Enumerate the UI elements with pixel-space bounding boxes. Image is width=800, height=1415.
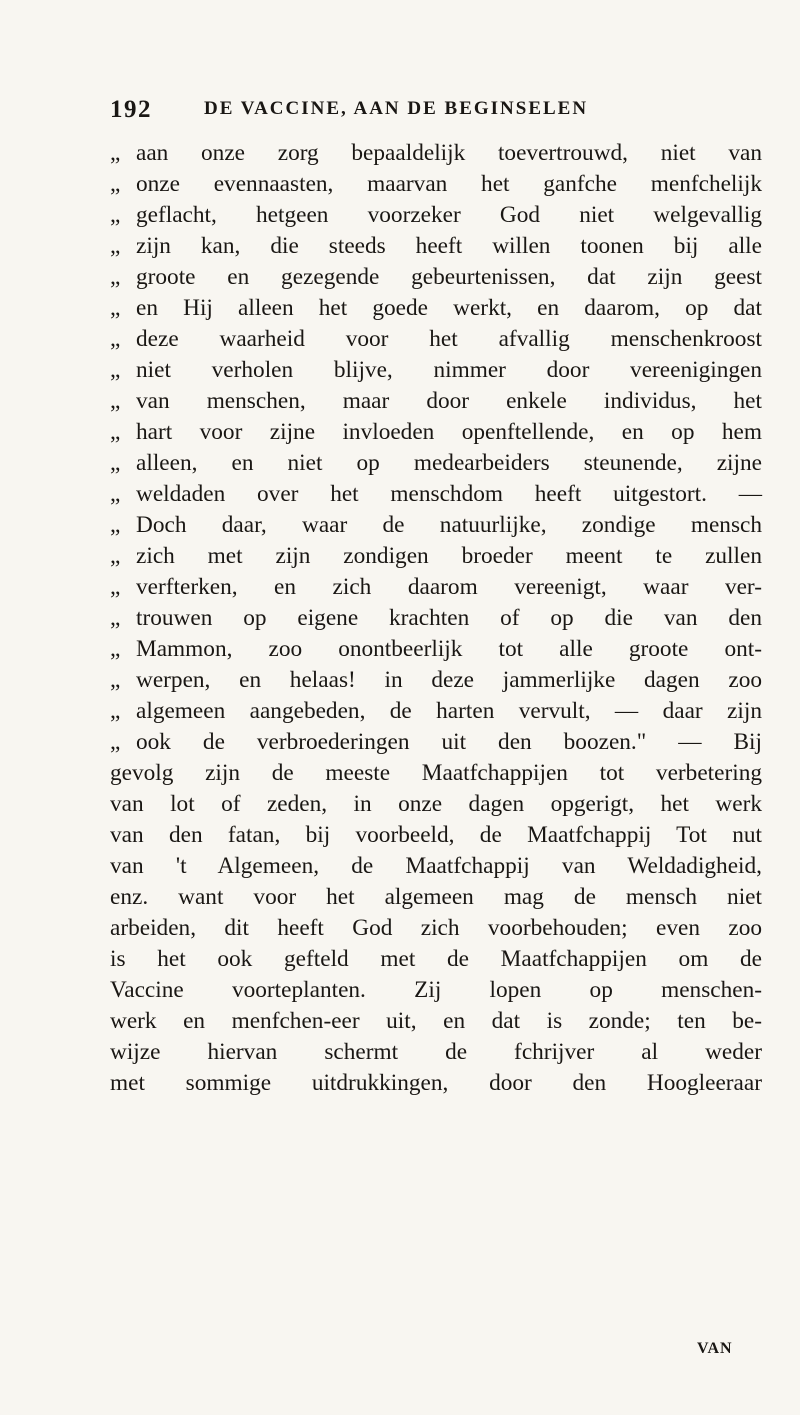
text-line — [110, 944, 762, 975]
text-line — [110, 138, 762, 169]
line-text: algemeen aangebeden, de harten vervult, — daar zijn — [136, 698, 762, 724]
quote-mark: „ — [110, 295, 121, 321]
text-line — [110, 231, 762, 262]
text-line — [110, 820, 762, 851]
quote-mark: „ — [110, 574, 121, 600]
line-text: Doch daar, waar de natuurlijke, zondige mensch — [136, 512, 762, 538]
line-text: trouwen op eigene krachten of op die van den — [136, 605, 762, 631]
text-line — [110, 386, 762, 417]
quote-mark: „ — [110, 698, 121, 724]
line-text: verfterken, en zich daarom vereenigt, waar ver- — [136, 574, 762, 600]
quote-mark: „ — [110, 667, 121, 693]
line-text: werpen, en helaas! in deze jammerlijke dagen zoo — [136, 667, 762, 693]
quote-mark: „ — [110, 202, 121, 228]
line-text: van den fatan, bij voorbeeld, de Maatfchappij Tot nut — [110, 822, 762, 848]
text-line — [110, 572, 762, 603]
text-line — [110, 789, 762, 820]
page-number: 192 — [110, 96, 152, 123]
line-text: ook de verbroederingen uit den boozen." — Bij — [136, 729, 762, 755]
text-line — [110, 293, 762, 324]
quote-mark: „ — [110, 326, 121, 352]
page-header — [110, 96, 750, 130]
quote-mark: „ — [110, 357, 121, 383]
text-line — [110, 1068, 762, 1099]
text-line — [110, 200, 762, 231]
text-line — [110, 634, 762, 665]
quote-mark: „ — [110, 171, 121, 197]
text-line — [110, 510, 762, 541]
text-line — [110, 479, 762, 510]
text-line — [110, 727, 762, 758]
text-line — [110, 913, 762, 944]
line-text: met sommige uitdrukkingen, door den Hoogleeraar — [110, 1070, 762, 1096]
line-text: wijze hiervan schermt de fchrijver al weder — [110, 1039, 762, 1065]
line-text: aan onze zorg bepaaldelijk toevertrouwd, niet van — [136, 140, 762, 166]
quote-mark: „ — [110, 729, 121, 755]
text-line — [110, 758, 762, 789]
line-text: deze waarheid voor het afvallig menschenkroost — [136, 326, 762, 352]
text-line — [110, 696, 762, 727]
line-text: niet verholen blijve, nimmer door vereenigingen — [136, 357, 762, 383]
text-line — [110, 1006, 762, 1037]
text-line — [110, 882, 762, 913]
quote-mark: „ — [110, 264, 121, 290]
body-text — [110, 138, 762, 1099]
running-title: DE VACCINE, AAN DE BEGINSELEN — [204, 98, 589, 119]
line-text: Mammon, zoo onontbeerlijk tot alle groote ont- — [136, 636, 762, 662]
line-text: van menschen, maar door enkele individus, het — [136, 388, 762, 414]
quote-mark: „ — [110, 605, 121, 631]
line-text: en Hij alleen het goede werkt, en daarom, op dat — [136, 295, 762, 321]
text-line — [110, 355, 762, 386]
quote-mark: „ — [110, 450, 121, 476]
line-text: werk en menfchen-eer uit, en dat is zonde; ten be- — [110, 1008, 762, 1034]
quote-mark: „ — [110, 388, 121, 414]
quote-mark: „ — [110, 636, 121, 662]
text-line — [110, 1037, 762, 1068]
text-line — [110, 417, 762, 448]
line-text: geflacht, hetgeen voorzeker God niet welgevallig — [136, 202, 762, 228]
catchword: VAN — [697, 1340, 733, 1357]
line-text: Vaccine voorteplanten. Zij lopen op menschen- — [110, 977, 762, 1003]
line-text: alleen, en niet op medearbeiders steunende, zijne — [136, 450, 762, 476]
line-text: is het ook gefteld met de Maatfchappijen om de — [110, 946, 762, 972]
line-text: van 't Algemeen, de Maatfchappij van Weldadigheid, — [110, 853, 762, 879]
text-line — [110, 975, 762, 1006]
line-text: zich met zijn zondigen broeder meent te zullen — [136, 543, 762, 569]
text-line — [110, 603, 762, 634]
text-line — [110, 541, 762, 572]
text-line — [110, 665, 762, 696]
text-line — [110, 262, 762, 293]
quote-mark: „ — [110, 419, 121, 445]
line-text: zijn kan, die steeds heeft willen toonen bij alle — [136, 233, 762, 259]
line-text: weldaden over het menschdom heeft uitgestort. — — [136, 481, 762, 507]
line-text: hart voor zijne invloeden openftellende, en op hem — [136, 419, 762, 445]
line-text: groote en gezegende gebeurtenissen, dat zijn geest — [136, 264, 762, 290]
line-text: onze evennaasten, maarvan het ganfche menfchelijk — [136, 171, 762, 197]
line-text: enz. want voor het algemeen mag de mensch niet — [110, 884, 762, 910]
quote-mark: „ — [110, 481, 121, 507]
line-text: van lot of zeden, in onze dagen opgerigt, het werk — [110, 791, 762, 817]
quote-mark: „ — [110, 140, 121, 166]
text-line — [110, 448, 762, 479]
text-line — [110, 324, 762, 355]
text-line — [110, 851, 762, 882]
text-line — [110, 169, 762, 200]
quote-mark: „ — [110, 543, 121, 569]
line-text: gevolg zijn de meeste Maatfchappijen tot verbetering — [110, 760, 762, 786]
quote-mark: „ — [110, 233, 121, 259]
line-text: arbeiden, dit heeft God zich voorbehouden; even zoo — [110, 915, 762, 941]
quote-mark: „ — [110, 512, 121, 538]
